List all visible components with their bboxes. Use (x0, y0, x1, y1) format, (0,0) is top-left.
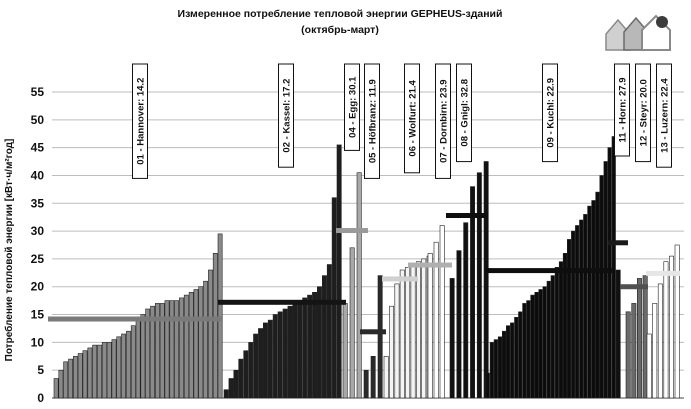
y-ticks (31, 85, 45, 405)
bar (428, 253, 432, 398)
bar (229, 379, 233, 399)
bar (502, 331, 506, 398)
bar (612, 137, 616, 399)
y-tick-label: 5 (37, 363, 44, 378)
bar (616, 270, 620, 398)
bar (234, 370, 238, 398)
bar (664, 262, 668, 398)
bar (669, 256, 673, 398)
bar (567, 239, 571, 398)
bar (519, 312, 523, 398)
mean-line (620, 284, 648, 289)
bar (73, 356, 77, 398)
bar (258, 329, 262, 399)
bar (199, 287, 203, 398)
bar (69, 359, 73, 398)
mean-line (218, 300, 346, 305)
group-label: 11 - Horn: 27.9 (617, 77, 629, 143)
bar (523, 303, 527, 398)
bar (268, 320, 272, 398)
bar (406, 267, 410, 398)
group-label: 13 - Luzern: 22.4 (659, 78, 671, 153)
bar (647, 334, 651, 398)
bar (535, 292, 539, 398)
y-tick-label: 55 (30, 85, 44, 99)
bar (575, 226, 579, 399)
bar (422, 259, 426, 398)
group-label: 06 - Wolfurt: 21.4 (407, 80, 419, 157)
group-label: 08 - Gnigl: 32.8 (459, 79, 471, 147)
bar (170, 301, 174, 398)
bar (539, 290, 543, 399)
mean-line (608, 240, 628, 245)
bar (179, 298, 183, 398)
bar (364, 370, 368, 398)
bar (54, 379, 58, 399)
bar (327, 265, 331, 399)
bar (293, 303, 297, 398)
bar (141, 315, 145, 399)
bar (263, 323, 267, 398)
bar (298, 301, 302, 398)
bar (175, 301, 179, 398)
bar (632, 303, 636, 398)
bar (531, 295, 535, 398)
bar (131, 326, 135, 398)
mean-line (486, 268, 612, 273)
bar (457, 251, 461, 398)
bar (83, 351, 87, 398)
bar (371, 356, 375, 398)
bar (604, 162, 608, 399)
bar (189, 292, 193, 398)
bar (563, 253, 567, 398)
bar (384, 356, 388, 398)
bar (547, 281, 551, 398)
bar (112, 340, 116, 398)
bar (244, 351, 248, 398)
bar (464, 223, 468, 398)
y-tick-label: 45 (30, 140, 44, 155)
bar (312, 292, 316, 398)
bar (194, 290, 198, 399)
y-tick-label: 25 (30, 251, 44, 266)
bar (596, 192, 600, 398)
bar (278, 312, 282, 398)
group-label: 09 - Kuchl: 22.9 (545, 77, 557, 148)
bar (59, 370, 63, 398)
bar (107, 342, 111, 398)
bar (88, 348, 92, 398)
bar (378, 276, 382, 398)
y-tick-label: 35 (30, 196, 44, 211)
y-tick-label: 10 (30, 335, 44, 350)
bar (350, 248, 354, 398)
bar (477, 173, 481, 398)
mean-line (408, 263, 452, 268)
bar (484, 162, 488, 399)
mean-line (360, 329, 386, 334)
bar (308, 295, 312, 398)
y-tick-label: 50 (30, 112, 44, 127)
bar (322, 276, 326, 398)
bar (204, 281, 208, 398)
bar (592, 201, 596, 399)
bar (486, 373, 490, 398)
bar (93, 345, 97, 398)
bar (506, 326, 510, 398)
bar (283, 309, 287, 398)
bar (395, 284, 399, 398)
bar (411, 265, 415, 399)
chart-subtitle: (октябрь-март) (301, 24, 379, 36)
bar (658, 284, 662, 398)
bar (78, 354, 82, 399)
chart-title: Измеренное потребление тепловой энергии GEPHEUS-зданий (177, 8, 503, 20)
group-label: 05 - Höfbranz: 11.9 (367, 79, 379, 164)
mean-line (446, 213, 488, 218)
bar (584, 214, 588, 398)
bar (184, 295, 188, 398)
bar (653, 303, 657, 398)
group-label: 02 - Kassel: 17.2 (281, 78, 293, 153)
bar (600, 176, 604, 399)
bar (440, 226, 444, 399)
bar (543, 287, 547, 398)
bar (117, 337, 121, 398)
bar (273, 315, 277, 399)
bar (208, 270, 212, 398)
bar (136, 320, 140, 398)
bar (490, 342, 494, 398)
bar (559, 262, 563, 398)
bar (165, 301, 169, 398)
bar (389, 306, 393, 398)
bar (470, 187, 474, 398)
group-label: 04 - Egg: 30.1 (347, 76, 359, 138)
bar (64, 362, 68, 398)
bar (580, 220, 584, 398)
bar (510, 323, 514, 398)
y-axis-label: Потребление тепловой энергии [кВт·ч/м²год] (4, 138, 15, 362)
bar (637, 278, 641, 398)
logo-houses-icon (606, 16, 670, 50)
bar (146, 309, 150, 398)
mean-line (382, 276, 418, 281)
bar (626, 312, 630, 398)
bar (416, 262, 420, 398)
y-tick-label: 20 (30, 279, 44, 294)
bar (588, 206, 592, 398)
bar (303, 298, 307, 398)
bar (494, 340, 498, 398)
group-label: 01 - Hannover: 14.2 (135, 77, 147, 165)
bar (224, 390, 228, 398)
bar (332, 198, 336, 398)
bar (343, 303, 347, 398)
mean-line (48, 316, 222, 321)
bar (249, 342, 253, 398)
bar (555, 267, 559, 398)
bar (675, 245, 679, 398)
bar (122, 334, 126, 398)
y-tick-label: 0 (37, 391, 44, 405)
bar (498, 337, 502, 398)
y-tick-label: 30 (30, 224, 44, 239)
bar (643, 276, 647, 398)
bar (102, 342, 106, 398)
y-tick-label: 40 (30, 168, 44, 183)
group-labels (133, 64, 672, 178)
bar (213, 253, 217, 398)
group-label: 07 - Dornbirn: 23.9 (438, 79, 450, 163)
bar (126, 331, 130, 398)
bar (450, 278, 454, 398)
bar (357, 173, 361, 398)
bar (551, 276, 555, 398)
group-label: 12 - Steyr: 20.0 (638, 79, 650, 147)
bar (337, 145, 341, 398)
mean-line (336, 228, 368, 233)
bar (527, 301, 531, 398)
bar (288, 306, 292, 398)
bar (400, 270, 404, 398)
bar (254, 334, 258, 398)
bar (515, 317, 519, 398)
y-tick-label: 15 (30, 307, 44, 322)
bar (239, 359, 243, 398)
mean-line (646, 271, 680, 276)
bar (97, 345, 101, 398)
bar (218, 234, 222, 398)
bar (571, 231, 575, 398)
